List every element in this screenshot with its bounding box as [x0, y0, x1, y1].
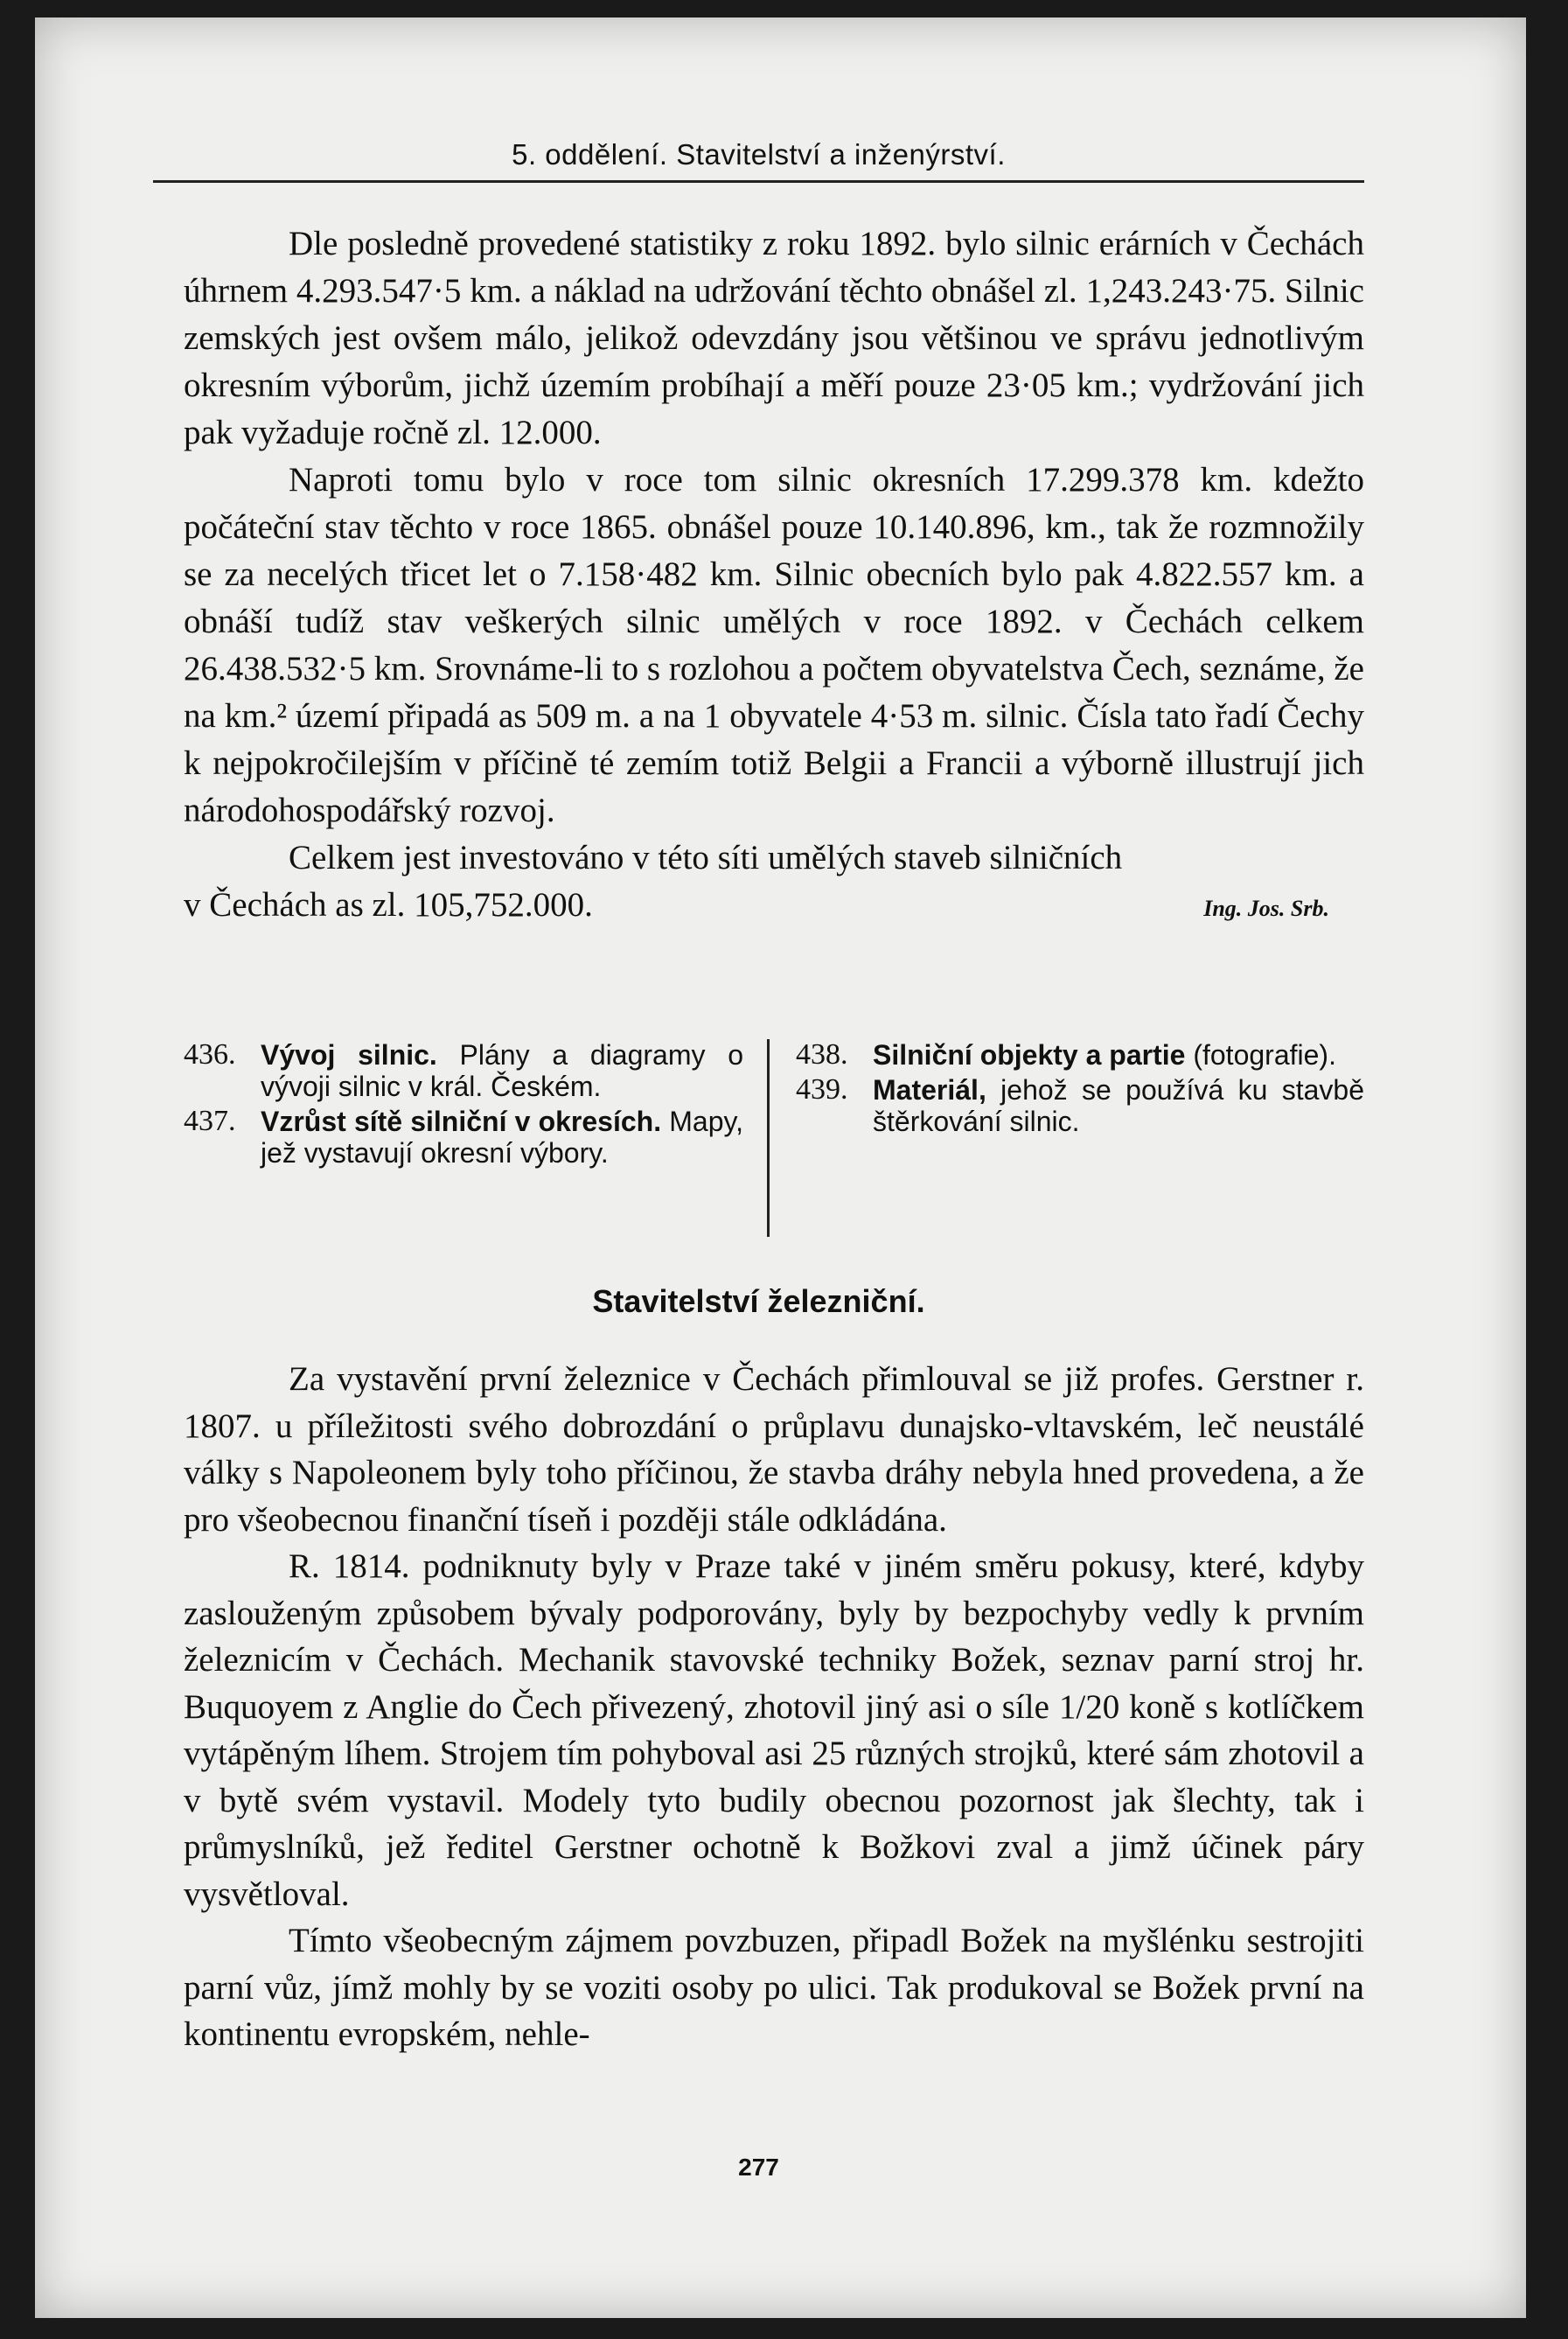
paragraph-last-line: v Čechách as zl. 105,752.000.	[184, 886, 593, 924]
exhibit-title: Vývoj silnic.	[261, 1039, 437, 1071]
paragraph: Dle posledně provedené statistiky z roku 1892. bylo silnic erárních v Čechách úhrnem 4.293.547·5 km. a náklad na udržování těchto obnášel zl. 1,243.243·75. Silnic zemských jest ovšem málo, jelikož odevzdány jsou většinou ve správu jednotlivým okresním výborům, jichž územím probíhají a měří pouze 23·05 km.; vydržování jich pak vyžaduje ročně zl. 12.000.	[184, 225, 1364, 451]
roads-statistics-text	[184, 220, 1364, 932]
page-number: 277	[738, 2154, 779, 2181]
exhibit-item	[184, 1039, 743, 1102]
paragraph: Celkem jest investováno v této síti umělých staveb silničních	[289, 839, 1123, 876]
scanned-page	[35, 17, 1526, 2318]
exhibit-description: (fotografie).	[1185, 1039, 1336, 1071]
exhibit-item	[184, 1106, 743, 1169]
header-rule	[153, 180, 1364, 183]
exhibit-item	[796, 1039, 1364, 1071]
exhibit-title: Silniční objekty a partie	[873, 1039, 1186, 1071]
exhibit-number: 436.	[184, 1038, 236, 1071]
exhibit-title: Materiál,	[873, 1074, 986, 1106]
paragraph: Za vystavění první železnice v Čechách přimlouval se již profes. Gerstner r. 1807. u příležitosti svého dobrozdání o průplavu dunajsko-vltavském, leč neustálé války s Napoleonem byly toho příčinou, že stavba dráhy nebyla hned provedena, a že pro všeobecnou finanční tíseň i později stále odkládána.	[184, 1360, 1364, 1539]
exhibit-description: Mapy, jež vystavují okresní výbory.	[261, 1106, 744, 1169]
column-divider	[767, 1039, 770, 1237]
exhibit-description: jehož se používá ku stavbě štěrkování silnic.	[873, 1074, 1364, 1137]
closing-line	[184, 882, 1364, 932]
author-signature: Ing. Jos. Srb.	[1203, 896, 1329, 921]
exhibit-title: Vzrůst sítě silniční v okresích.	[261, 1106, 662, 1137]
exhibit-number: 438.	[796, 1038, 848, 1071]
paragraph: Naproti tomu bylo v roce tom silnic okresních 17.299.378 km. kdežto počáteční stav těchto v roce 1865. obnášel pouze 10.140.896, km., tak že rozmnožily se za necelých třicet let o 7.158·482 km. Silnic obecních bylo pak 4.822.557 km. a obnáší tudíž stav veškerých silnic umělých v roce 1892. v Čechách celkem 26.438.532·5 km. Srovnáme-li to s rozlohou a počtem obyvatelstva Čech, seznáme, že na km.² území připadá as 509 m. a na 1 obyvatele 4·53 m. silnic. Čísla tato řadí Čechy k nejpokročilejším v příčině té zemím totiž Belgii a Francii a výborně illustrují jich národohospodářský rozvoj.	[184, 461, 1364, 829]
exhibit-list	[184, 1039, 1364, 1239]
exhibit-number: 439.	[796, 1073, 848, 1106]
exhibit-number: 437.	[184, 1105, 236, 1137]
running-head: 5. oddělení. Stavitelství a inženýrství.	[512, 138, 1006, 171]
section-title: Stavitelství železniční.	[592, 1283, 925, 1319]
exhibit-item	[796, 1074, 1364, 1137]
exhibit-column-right	[796, 1039, 1364, 1141]
exhibit-description: Plány a diagramy o vývoji silnic v král. Českém.	[261, 1039, 743, 1102]
paragraph: Tímto všeobecným zájmem povzbuzen, připadl Božek na myšlénku sestrojiti parní vůz, jímž mohly by se voziti osoby po ulici. Tak produkoval se Božek první na kontinentu evropském, nehle-	[184, 1922, 1364, 2053]
railway-history-text	[184, 1356, 1364, 2058]
exhibit-column-left	[184, 1039, 743, 1172]
paragraph: R. 1814. podniknuty byly v Praze také v jiném směru pokusy, které, kdyby zaslouženým způsobem bývaly podporovány, byly by bezpochyby vedly k prvním železnicím v Čechách. Mechanik stavovské techniky Božek, seznav parní stroj hr. Buquoyem z Anglie do Čech přivezený, zhotovil jiný asi o síle 1/20 koně s kotlíčkem vytápěným líhem. Strojem tím pohyboval asi 25 různých strojků, které sám zhotovil a v bytě svém vystavil. Modely tyto budily obecnou pozornost jak šlechty, tak i průmyslníků, jež ředitel Gerstner ochotně k Božkovi zval a jimž účinek páry vysvětloval.	[184, 1547, 1364, 1913]
